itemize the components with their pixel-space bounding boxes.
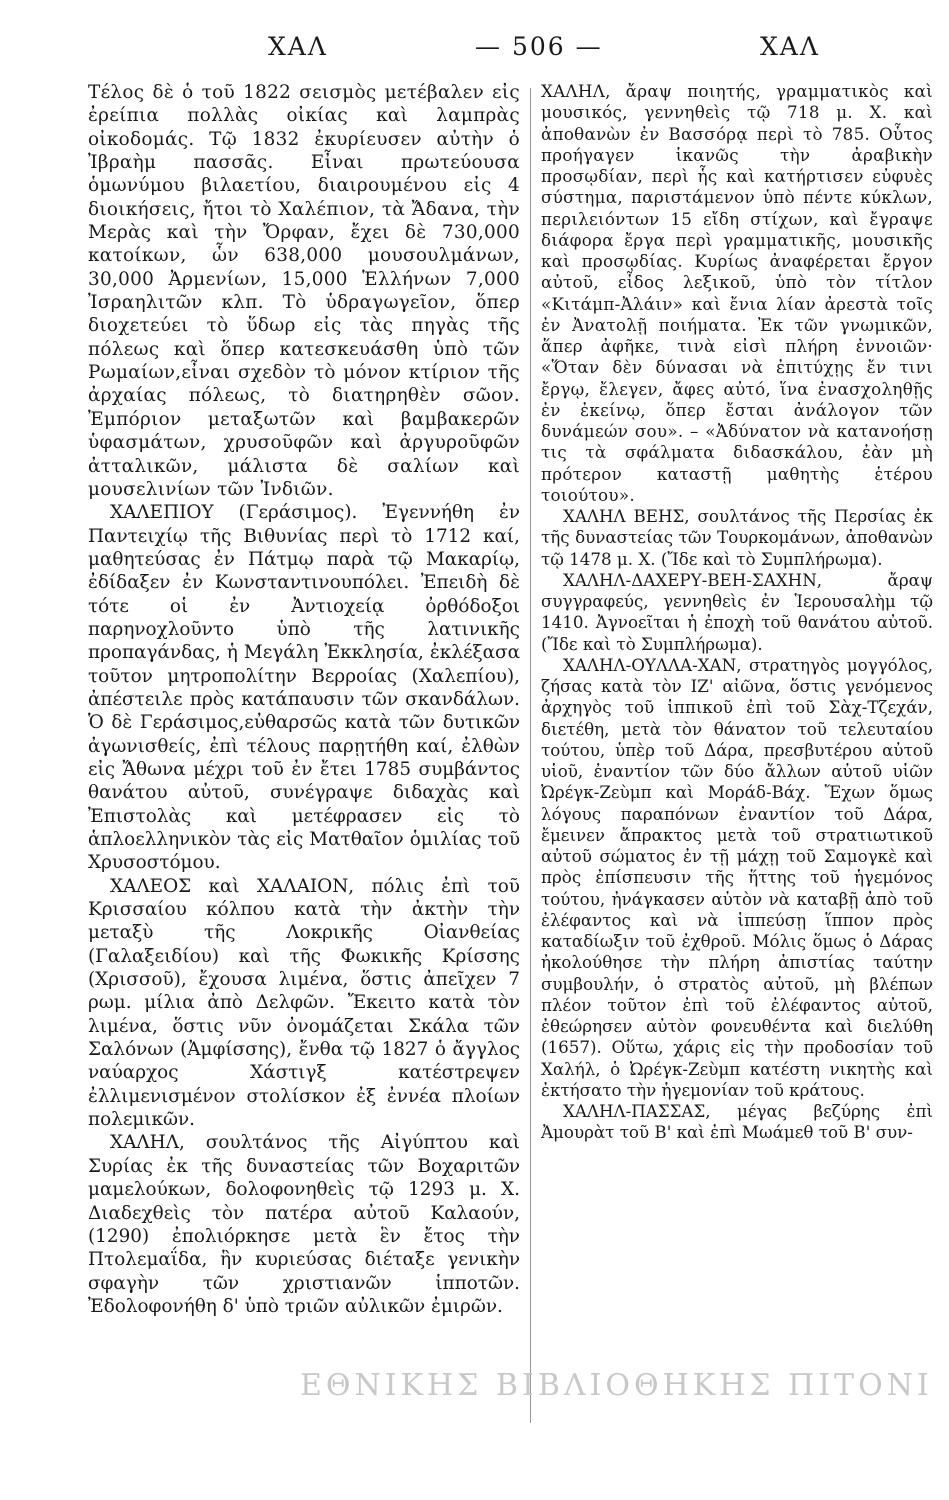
library-watermark: ΕΘΝΙΚΗΣ ΒΙΒΛΙΟΘΗΚΗΣ ΠΙΤΟΝΙ — [300, 1368, 933, 1403]
entry-chalepiou: ΧΑΛΕΠΙΟΥ (Γεράσιμος). Ἐγεννήθη ἐν Παντειχίῳ τῆς Βιθυνίας περὶ τὸ 1712 καί, μαθητεύσας ἐν Πάτμῳ παρὰ τῷ Μακαρίῳ, ἐδίδαξεν ἐν Κωνσταντινουπόλει. Ἐπειδὴ δὲ τότε οἱ ἐν Ἀντιοχείᾳ ὀρθόδοξοι παρηνοχλοῦντο ὑπὸ τῆς λατινικῆς προπαγάνδας, ἡ Μεγάλη Ἐκκλησία, ἐκλέξασα τοῦτον μητροπολίτην Βερροίας (Χαλεπίου), ἀπέστειλε πρὸς κατάπαυσιν τῶν σκανδάλων. Ὁ δὲ Γεράσιμος,εὐθαρσῶς κατὰ τῶν δυτικῶν ἀγωνισθείς, ἐπὶ τέλους παρῃτήθη καί, ἐλθὼν εἰς Ἄθωνα μέχρι τοῦ ἐν ἔτει 1785 συμβάντος θανάτου αὐτοῦ, συνέγραψε διδαχὰς καὶ Ἐπιστολὰς καὶ μετέφρασεν εἰς τὸ ἁπλοελληνικὸν τὰς εἰς Ματθαῖον ὁμιλίας τοῦ Χρυσοστόμου. — [88, 502, 520, 874]
entry-chalil-dacheri: ΧΑΛΗΛ-ΔΑΧΕΡΥ-ΒΕΗ-ΣΑΧΗΝ, ἄραψ συγγραφεύς, γεννηθεὶς ἐν Ἱερουσαλὴμ τῷ 1410. Ἀγνοεῖται ἡ ἐποχὴ τοῦ θανάτου αὐτοῦ. (Ἴδε καὶ τὸ Συμπλήρωμα). — [541, 569, 933, 654]
entry-chalil-sultan: ΧΑΛΗΛ, σουλτάνος τῆς Αἰγύπτου καὶ Συρίας ἐκ τῆς δυναστείας τῶν Βοχαριτῶν μαμελούκων, δολοφονηθεὶς τῷ 1293 μ. Χ. Διαδεχθεὶς τὸν πατέρα αὐτοῦ Καλαούν, (1290) ἐπολιόρκησε μετὰ ἓν ἔτος τὴν Πτολεμαΐδα, ἣν κυριεύσας διέταξε γενικὴν σφαγὴν τῶν χριστιανῶν ἱπποτῶν. Ἐδολοφονήθη δ' ὑπὸ τριῶν αὐλικῶν ἐμιρῶν. — [88, 1132, 520, 1317]
header-right-guideword: ΧΑΛ — [760, 32, 820, 61]
entry-chaleos: ΧΑΛΕΟΣ καὶ ΧΑΛΑΙΟΝ, πόλις ἐπὶ τοῦ Κρισσαίου κόλπου κατὰ τὴν ἀκτὴν τὴν μεταξὺ τῆς Λοκρικῆς Οἰανθείας (Γαλαξειδίου) καὶ τῆς Φωκικῆς Κρίσσης (Χρισσοῦ), ἔχουσα λιμένα, ὅστις ἀπεῖχεν 7 ρωμ. μίλια ἀπὸ Δελφῶν. Ἔκειτο κατὰ τὸν λιμένα, ὅστις νῦν ὀνομάζεται Σκάλα τῶν Σαλόνων (Ἀμφίσσης), ἔνθα τῷ 1827 ὁ ἄγγλος ναύαρχος Χάστιγξ κατέστρεψεν ἐλλιμενισμένον στολίσκον ἐξ ἐννέα πλοίων πολεμικῶν. — [88, 875, 520, 1131]
page-number: — 506 — — [475, 32, 603, 61]
entry-chalil-oulla-chan: ΧΑΛΗΛ-ΟΥΛΛΑ-ΧΑΝ, στρατηγὸς μογγόλος, ζήσας κατὰ τὸν ΙΖ' αἰῶνα, ὅστις γενόμενος ἀρχηγὸς τοῦ ἱππικοῦ ἐπὶ τοῦ Σὰχ-Τζεχάν, διετέθη, μετὰ τὸν θάνατον τοῦ τελευταίου τούτου, ὑπὲρ τοῦ Δάρα, πρεσβυτέρου αὐτοῦ υἱοῦ, ἐναντίον τῶν δύο ἄλλων αὐτοῦ υἱῶν Ὠρέγκ-Ζεὺμπ καὶ Μοράδ-Βάχ. Ἔχων ὅμως λόγους παραπόνων ἐναντίον τοῦ Δάρα, ἔμεινεν ἄπρακτος μετὰ τοῦ στρατιωτικοῦ αὐτοῦ σώματος ἐν τῇ μάχῃ τοῦ Σαμογκὲ καὶ πρὸς ἐπίσπευσιν τῆς ἥττης τοῦ ἡγεμόνος τούτου, ἠνάγκασεν αὐτὸν νὰ καταβῇ ἀπὸ τοῦ ἐλέφαντος καὶ νὰ ἱππεύσῃ ἵππον πρὸς καταδίωξιν τοῦ ἐχθροῦ. Μόλις ὅμως ὁ Δάρας ἠκολούθησε τὴν πλήρη ἀπιστίας ταύτην συμβουλήν, ὁ στρατὸς αὐτοῦ, μὴ βλέπων πλέον τοῦτον ἐπὶ τοῦ ἐλέφαντος αὐτοῦ, ἐθεώρησεν αὐτὸν φονευθέντα καὶ διελύθη (1657). Οὕτω, χάρις εἰς τὴν προδοσίαν τοῦ Χαλήλ, ὁ Ὠρέγκ-Ζεὺμπ κατέστη νικητὴς καὶ ἐκτήσατο τὴν ἡγεμονίαν τοῦ κράτους. — [541, 654, 933, 1100]
entry-paragraph: Τέλος δὲ ὁ τοῦ 1822 σεισμὸς μετέβαλεν εἰς ἐρείπια πολλὰς οἰκίας καὶ λαμπρὰς οἰκοδομάς. Τῷ 1832 ἐκυρίευσεν αὐτὴν ὁ Ἰβραὴμ πασσᾶς. Εἶναι πρωτεύουσα ὁμωνύμου βιλαετίου, διαιρουμένου εἰς 4 διοικήσεις, ἤτοι τὸ Χαλέπιον, τὰ Ἄδανα, τὴν Μερὰς καὶ τὴν Ὄρφαν, ἔχει δὲ 730,000 κατοίκων, ὧν 638,000 μουσουλμάνων, 30,000 Ἀρμενίων, 15,000 Ἑλλήνων 7,000 Ἰσραηλιτῶν κλπ. Τὸ ὑδραγωγεῖον, ὅπερ διοχετεύει τὸ ὕδωρ εἰς τὰς πηγὰς τῆς πόλεως καὶ ὅπερ κατεσκευάσθη ὑπὸ τῶν Ρωμαίων,εἶναι σχεδὸν τὸ μόνον κτίριον τῆς ἀρχαίας πόλεως, τὸ διατηρηθὲν σῶον. Ἐμπόριον μεταξωτῶν καὶ βαμβακερῶν ὑφασμάτων, χρυσοῦφῶν καὶ ἀργυροῦφῶν ἀτταλικῶν, μάλιστα δὲ σαλίων καὶ μουσελινίων τῶν Ἰνδιῶν. — [88, 82, 520, 500]
header-left-guideword: ΧΑΛ — [268, 32, 328, 61]
entry-chalil-poet: ΧΑΛΗΛ, ἄραψ ποιητής, γραμματικὸς καὶ μουσικός, γεννηθεὶς τῷ 718 μ. Χ. καὶ ἀποθανὼν ἐν Βασσόρᾳ περὶ τὸ 785. Οὗτος προήγαγεν ἱκανῶς τὴν ἀραβικὴν προσῳδίαν, περὶ ἧς καὶ κατήρτισεν εὐφυὲς σύστημα, παριστάμενον ὑπὸ πέντε κύκλων, περιλειόντων 15 εἴδη στίχων, καὶ ἔγραψε διάφορα ἔργα περὶ γραμματικῆς, μουσικῆς καὶ προσῳδίας. Κυρίως ἀναφέρεται ἔργον αὐτοῦ, εἶδος λεξικοῦ, ὑπὸ τὸν τίτλον «Κιτάμπ-Ἀλάιν» καὶ ἔνια λίαν ἀρεστὰ τοῖς ἐν Ἀνατολῇ ποιήματα. Ἐκ τῶν γνωμικῶν, ἅπερ ἀφῆκε, τινὰ εἰσὶ πλήρη ἐννοιῶν· «Ὅταν δὲν δύνασαι νὰ ἐπιτύχῃς ἔν τινι ἔργῳ, ἔλεγεν, ἄφες αὐτό, ἵνα ἐνασχοληθῇς ἐν ἐκείνῳ, ὅπερ ἔσται ἀνάλογον τῶν δυνάμεών σου». – «Ἀδύνατον νὰ κατανοήσῃ τις τὰ σφάλματα διδασκάλου, ἐὰν μὴ πρότερον καταστῇ μαθητὴς ἑτέρου τοιούτου». — [541, 81, 933, 505]
left-column — [88, 81, 520, 1318]
right-column — [541, 81, 933, 1144]
column-divider — [530, 88, 531, 1423]
entry-chalil-passas: ΧΑΛΗΛ-ΠΑΣΣΑΣ, μέγας βεζύρης ἐπὶ Ἀμουρὰτ τοῦ Β' καὶ ἐπὶ Μωάμεθ τοῦ Β' συν- — [541, 1101, 933, 1143]
entry-chalil-beis: ΧΑΛΗΛ ΒΕΗΣ, σουλτάνος τῆς Περσίας ἐκ τῆς δυναστείας τῶν Τουρκομάνων, ἀποθανὼν τῷ 1478 μ. Χ. (Ἴδε καὶ τὸ Συμπλήρωμα). — [541, 506, 933, 569]
